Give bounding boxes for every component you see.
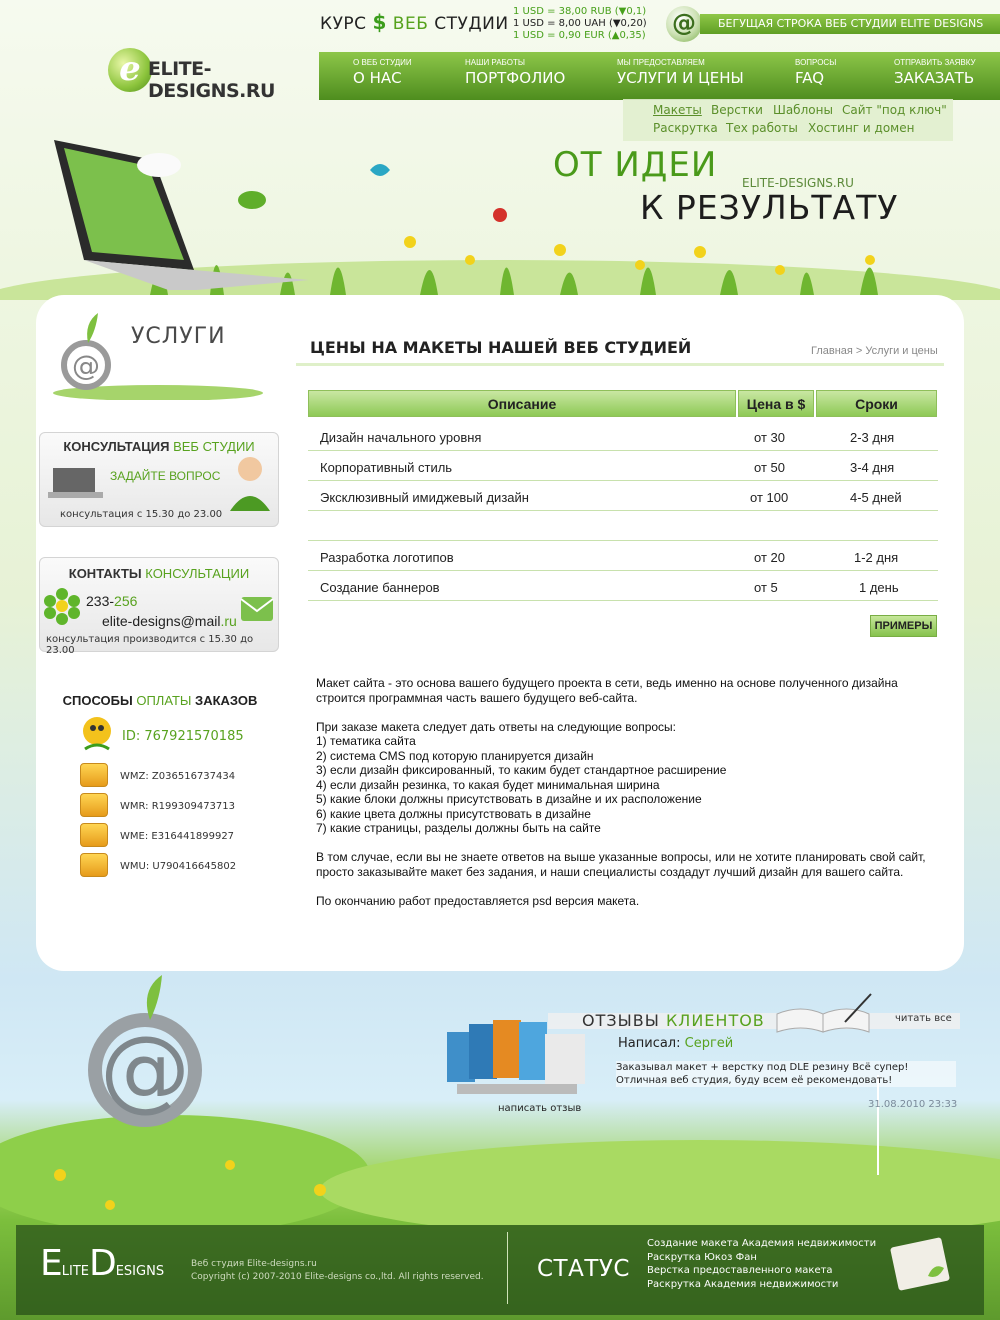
status-item[interactable]: Создание макета Академия недвижимости: [647, 1238, 877, 1249]
status-item[interactable]: Верстка предоставленного макета: [647, 1265, 833, 1276]
nav-item-caption: НАШИ РАБОТЫ: [465, 58, 525, 67]
paragraph: По окончанию работ предоставляется psd версия макета.: [316, 893, 640, 908]
messenger-bird-icon: [80, 715, 114, 751]
payment-id: ID: 767921570185: [122, 729, 244, 744]
table-row: [308, 481, 938, 511]
status-item[interactable]: Раскрутка Академия недвижимости: [647, 1278, 839, 1290]
cell-description: Эксклюзивный имиджевый дизайн: [320, 490, 529, 505]
footer-logo-d: D: [88, 1243, 116, 1284]
consultation-title-b: ВЕБ СТУДИИ: [173, 439, 255, 454]
page-title: ЦЕНЫ НА МАКЕТЫ НАШЕЙ ВЕБ СТУДИЕЙ: [310, 338, 692, 357]
footer-logo-lite: LITE: [61, 1264, 89, 1279]
cell-terms: 1-2 дня: [854, 550, 899, 565]
consultation-card[interactable]: [39, 432, 279, 527]
payment-title-b: ОПЛАТЫ: [136, 693, 192, 708]
subnav-item-layouts[interactable]: Макеты: [653, 103, 702, 117]
cell-description: Создание баннеров: [320, 580, 440, 595]
contact-email[interactable]: [102, 613, 237, 629]
title-divider: [296, 363, 944, 366]
nav-item-label: ПОРТФОЛИО: [465, 69, 566, 87]
main-nav: [319, 52, 1000, 100]
wallet-number: WMZ: Z036516737434: [120, 771, 236, 782]
logo-text: ELITE-DESIGNS.RU: [148, 58, 275, 102]
question-item: 5) какие блоки должны присутствовать в дизайне и их расположение: [316, 792, 702, 806]
review-text: [616, 1061, 956, 1087]
examples-button[interactable]: ПРИМЕРЫ: [870, 615, 937, 637]
table-row: [308, 571, 938, 601]
review-author: [618, 1036, 733, 1051]
table-row: [308, 451, 938, 481]
site-logo[interactable]: [108, 48, 298, 102]
question-item: 2) система CMS под которую планируется дизайн: [316, 748, 594, 763]
ask-question-link[interactable]: ЗАДАЙТЕ ВОПРОС: [110, 469, 221, 483]
payment-title: [40, 693, 280, 708]
payment-title-c: ЗАКАЗОВ: [195, 693, 258, 708]
nav-item-caption: МЫ ПРЕДОСТАВЛЯЕМ: [617, 58, 705, 67]
slogan-line-2: К РЕЗУЛЬТАТУ: [640, 188, 899, 227]
cell-price: от 5: [754, 580, 778, 595]
questions-block: [316, 720, 946, 836]
question-item: 6) какие цвета должны присутствовать в дизайне: [316, 806, 591, 821]
email-b: .ru: [220, 613, 237, 629]
subnav-item-turnkey[interactable]: Сайт "под ключ": [842, 103, 947, 117]
cell-terms: 3-4 дня: [850, 460, 895, 475]
notebook-icon: [888, 1236, 958, 1296]
nav-item-services[interactable]: [617, 58, 744, 87]
laptop-illustration: [44, 140, 314, 290]
currency-rates: [513, 6, 647, 42]
wallet-number: WME: E316441899927: [120, 831, 235, 842]
open-book-icon: [775, 992, 875, 1034]
contacts-title-b: КОНСУЛЬТАЦИИ: [145, 566, 250, 581]
col-price: Цена в $: [738, 390, 814, 417]
table-row: [308, 421, 938, 451]
services-at-sprout-icon: [48, 305, 268, 400]
cell-price: от 100: [750, 490, 789, 505]
nav-item-label: О НАС: [353, 69, 402, 87]
cell-description: Корпоративный стиль: [320, 460, 453, 475]
laptop-icon: [48, 463, 108, 503]
consultation-title: [40, 439, 278, 454]
kurs-web: ВЕБ: [392, 14, 429, 34]
currency-rate-title: [320, 10, 509, 34]
subnav-item-templates[interactable]: Шаблоны: [773, 103, 833, 117]
review-line: Заказывал макет + верстку под DLE резину Всё супер!: [616, 1062, 909, 1073]
kurs-studio: СТУДИИ: [434, 14, 509, 34]
news-ticker: БЕГУЩАЯ СТРОКА ВЕБ СТУДИИ ELITE DESIGNS: [700, 14, 1000, 34]
read-all-link[interactable]: читать все: [895, 1013, 952, 1024]
nav-item-caption: ВОПРОСЫ: [795, 58, 837, 67]
cell-description: Разработка логотипов: [320, 550, 454, 565]
review-line: Отличная веб студия, буду всем её рекомендовать!: [616, 1075, 893, 1086]
reviews-title-a: ОТЗЫВЫ: [582, 1011, 660, 1030]
table-row: [308, 541, 938, 571]
mail-envelope-icon: [240, 591, 274, 625]
support-operator-icon: [225, 453, 275, 511]
footer-divider: [507, 1232, 508, 1304]
contacts-title-a: КОНТАКТЫ: [68, 566, 142, 581]
copyright-line: Copyright (c) 2007-2010 Elite-designs co.,ltd. All rights reserved.: [191, 1272, 484, 1282]
contacts-hours: консультация производится с 15.30 до 23.00: [46, 634, 254, 656]
question-item: 4) если дизайн резинка, то какая будет минимальная ширина: [316, 777, 660, 792]
subnav-item-promotion[interactable]: Раскрутка: [653, 121, 718, 135]
cell-price: от 20: [754, 550, 785, 565]
email-a: elite-designs@mail: [102, 613, 221, 629]
svg-text:@: @: [100, 1017, 190, 1122]
slogan-line-1: ОТ ИДЕИ: [553, 145, 718, 185]
col-terms: Сроки: [816, 390, 937, 417]
kurs-label: КУРС: [320, 14, 367, 34]
reviews-title: [582, 1011, 765, 1030]
nav-item-label: ЗАКАЗАТЬ: [894, 69, 975, 87]
subnav-item-hosting[interactable]: Хостинг и домен: [808, 121, 915, 135]
status-item[interactable]: Раскрутка Юкоз Фан: [647, 1251, 757, 1263]
contacts-card: [39, 557, 279, 656]
nav-item-caption: ОТПРАВИТЬ ЗАЯВКУ: [894, 58, 976, 67]
footer-logo: [40, 1243, 164, 1284]
footer-logo-e: E: [40, 1243, 62, 1284]
wallet-number: WMR: R199309473713: [120, 801, 235, 812]
slogan-domain: ELITE-DESIGNS.RU: [742, 176, 854, 190]
cell-price: от 30: [754, 430, 785, 445]
wallet-icon: [80, 763, 108, 787]
nav-item-caption: О ВЕБ СТУДИИ: [353, 58, 412, 67]
payment-title-a: СПОСОБЫ: [62, 693, 133, 708]
write-review-link[interactable]: написать отзыв: [498, 1103, 582, 1114]
cell-terms: 1 день: [859, 580, 899, 595]
nav-item-faq[interactable]: [795, 58, 836, 87]
cell-price: от 50: [754, 460, 785, 475]
status-news: [647, 1237, 876, 1291]
logo-e-icon: e: [108, 48, 152, 92]
paragraph: Макет сайта - это основа вашего будущего проекта в сети, ведь именно на основе полученного дизайна строится программная часть вашего будущего веб-сайта.: [316, 676, 898, 705]
question-item: 3) если дизайн фиксированный, то каким будет стандартное расширение: [316, 763, 727, 777]
nav-item-portfolio[interactable]: [465, 58, 565, 87]
cell-description: Дизайн начального уровня: [320, 430, 482, 445]
at-sign-icon: @: [666, 6, 702, 42]
author-name: Сергей: [684, 1036, 734, 1051]
status-title: СТАТУС: [537, 1256, 630, 1282]
dollar-icon: $: [372, 10, 387, 34]
rate-rub: 1 USD = 38,00 RUB (▼0,1): [513, 6, 647, 17]
icq-number-a: 233-: [86, 593, 115, 609]
consultation-hours: консультация с 15.30 до 23.00: [60, 509, 223, 520]
wallet-number: WMU: U790416645802: [120, 861, 237, 872]
nav-item-about[interactable]: [353, 58, 412, 87]
article-text: [316, 676, 946, 923]
wallet-icon: [80, 793, 108, 817]
contacts-title: [40, 566, 278, 581]
subnav-item-tech[interactable]: Тех работы: [726, 121, 798, 135]
questions-intro: При заказе макета следует дать ответы на следующие вопросы:: [316, 719, 676, 734]
reviews-title-b: КЛИЕНТОВ: [665, 1011, 765, 1030]
cell-terms: 4-5 дней: [850, 490, 902, 505]
subnav-item-markup[interactable]: Верстки: [711, 103, 763, 117]
svg-text:@: @: [72, 349, 100, 382]
services-title: УСЛУГИ: [131, 324, 226, 349]
rate-uah: 1 USD = 8,00 UAH (▼0,20): [513, 18, 647, 29]
author-label: Написал:: [618, 1036, 681, 1051]
table-row: [308, 511, 938, 541]
col-description: Описание: [308, 390, 736, 417]
wallet-icon: [80, 823, 108, 847]
icq-number: [86, 593, 137, 609]
nav-item-label: FAQ: [795, 69, 825, 87]
icq-flower-icon: [42, 586, 82, 626]
question-item: 7) какие страницы, разделы должны быть на сайте: [316, 821, 601, 835]
footer-logo-esigns: ESIGNS: [115, 1264, 165, 1279]
paragraph: В том случае, если вы не знаете ответов на выше указанные вопросы, или не хотите планировать свой сайт, просто заказывайте макет без задания, и наши специалисты создадут лучший дизайн для вашего сайта.: [316, 850, 926, 879]
wallet-icon: [80, 853, 108, 877]
copyright: [191, 1258, 484, 1284]
question-item: 1) тематика сайта: [316, 734, 416, 748]
cell-terms: 2-3 дня: [850, 430, 895, 445]
rate-eur: 1 USD = 0,90 EUR (▲0,35): [513, 30, 646, 41]
icq-number-b: 256: [114, 593, 138, 609]
review-date: 31.08.2010 23:33: [868, 1099, 958, 1110]
nav-item-order[interactable]: [894, 58, 976, 87]
copyright-line: Веб студия Elite-designs.ru: [191, 1259, 317, 1269]
consultation-title-a: КОНСУЛЬТАЦИЯ: [63, 439, 170, 454]
breadcrumb[interactable]: Главная > Услуги и цены: [811, 345, 938, 357]
nav-item-label: УСЛУГИ И ЦЕНЫ: [617, 69, 744, 87]
